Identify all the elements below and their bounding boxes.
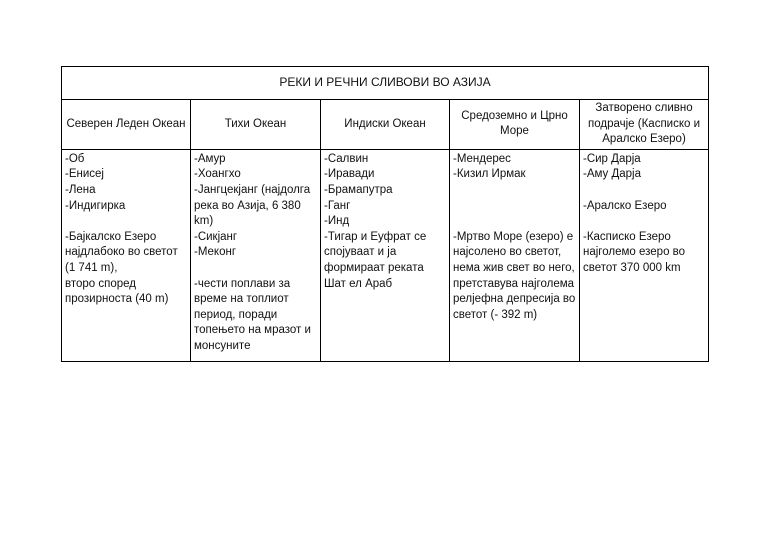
river-mekong: -Меконг (194, 246, 237, 259)
river-ob: -Об (65, 152, 85, 165)
header-arctic-ocean: Северен Леден Океан (62, 100, 191, 150)
river-indigirka: -Индигирка (65, 199, 126, 212)
cell-mediterranean-black-sea (450, 149, 580, 361)
cell-closed-basin (580, 149, 709, 361)
dead-sea-note: -Мртво Море (езеро) е најсолено во светот, нема жив свет во него, претставува најголема релјефна депресија во светот (- 392 m) (453, 230, 576, 321)
river-kizil-irmak: -Кизил Ирмак (453, 168, 526, 181)
header-closed-basin: Затворено сливно подрачје (Касписко и Аралско Езеро) (580, 100, 709, 150)
header-pacific-ocean: Тихи Океан (191, 100, 321, 150)
spacer (453, 183, 576, 199)
river-menderes: -Мендерес (453, 152, 511, 165)
river-syr-darya: -Сир Дарја (583, 152, 641, 165)
spacer (194, 261, 317, 277)
lake-baikal-depth: -Бајкалско Езеро најдлабоко во светот (1 741 m), (65, 230, 178, 274)
aral-sea: -Аралско Езеро (583, 199, 667, 212)
table-title-row (62, 67, 709, 100)
river-amur: -Амур (194, 152, 226, 165)
header-mediterranean-black-sea: Средоземно и Црно Море (450, 100, 580, 150)
river-amu-darya: -Аму Дарја (583, 168, 642, 181)
lake-baikal-clarity: второ според прозирноста (40 m) (65, 277, 169, 306)
table-title: РЕКИ И РЕЧНИ СЛИВОВИ ВО АЗИЈА (62, 67, 709, 100)
table-header-row (62, 100, 709, 150)
river-indus: -Инд (324, 215, 350, 228)
river-salween: -Салвин (324, 152, 369, 165)
spacer (65, 214, 187, 230)
cell-pacific-ocean (191, 149, 321, 361)
cell-indian-ocean (321, 149, 450, 361)
cell-arctic-ocean (62, 149, 191, 361)
caspian-sea-note: -Касписко Езеро најголемо езеро во светот 370 000 km (583, 230, 686, 274)
spacer (453, 214, 576, 230)
rivers-table (61, 66, 709, 362)
river-xi-jiang: -Сикјанг (194, 230, 238, 243)
river-lena: -Лена (65, 183, 96, 196)
table-body-row (62, 149, 709, 361)
spacer (583, 214, 705, 230)
river-ganges: -Ганг (324, 199, 351, 212)
river-yenisei: -Енисеј (65, 168, 104, 181)
river-huang-he: -Хоангхо (194, 168, 241, 181)
header-indian-ocean: Индиски Океан (321, 100, 450, 150)
river-brahmaputra: -Брамапутра (324, 183, 393, 196)
spacer (583, 183, 705, 199)
spacer (453, 199, 576, 215)
river-yangtze: -Јангцекјанг (најдолга река во Азија, 6 380 km) (194, 183, 311, 228)
river-irrawaddy: -Иравади (324, 168, 375, 181)
river-tigris-euphrates: -Тигар и Еуфрат се спојуваат и ја формираат реката Шат ел Араб (324, 230, 427, 290)
floods-note: -чести поплави за време на топлиот период, поради топењето на мразот и монсуните (194, 277, 311, 352)
